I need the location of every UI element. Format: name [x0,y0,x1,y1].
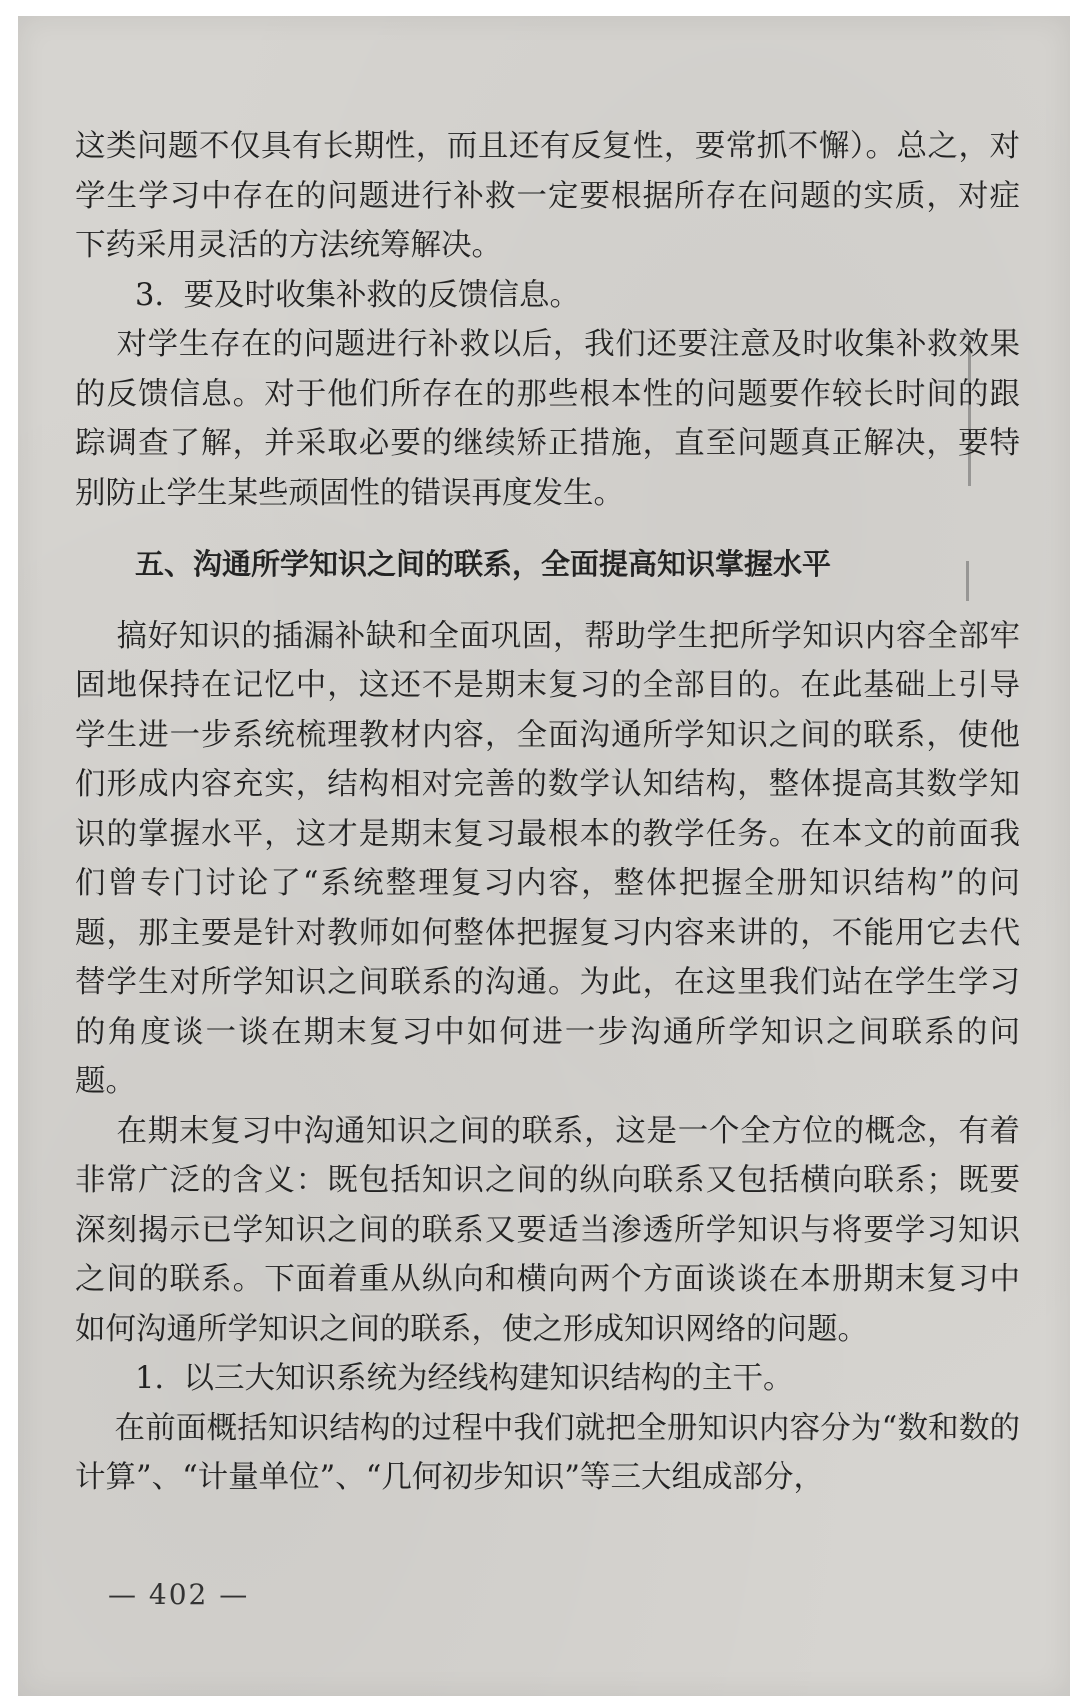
list-item: 3. 要及时收集补救的反馈信息。 [135,277,580,313]
paragraph: 这类问题不仅具有长期性，而且还有反复性，要常抓不懈）。总之，对学生学习中存在的问题进行补救一定要根据所存在问题的实质，对症下药采用灵活的方法统筹解决。 [75,129,1020,263]
list-item: 1. 以三大知识系统为经线构建知识结构的主干。 [135,1361,794,1396]
paragraph: 对学生存在的问题进行补救以后，我们还要注意及时收集补救效果的反馈信息。对于他们所存在的那些根本性的问题要作较长时间的跟踪调查了解，并采取必要的继续矫正措施，直至问题真正解决，要特别防止学生某些顽固性的错误再度发生。 [75,327,1021,511]
paragraph: 搞好知识的插漏补缺和全面巩固，帮助学生把所学知识内容全部牢固地保持在记忆中，这还不是期末复习的全部目的。在此基础上引导学生进一步系统梳理教材内容，全面沟通所学知识之间的联系，使他们形成内容充实，结构相对完善的数学认知结构，整体提高其数学知识的掌握水平，这才是期末复习最根本的教学任务。在本文的前面我们曾专门讨论了“系统整理复习内容，整体把握全册知识结构”的问题，那主要是针对教师如何整体把握复习内容来讲的，不能用它去代替学生对所学知识之间联系的沟通。为此，在这里我们站在学生学习的角度谈一谈在期末复习中如何进一步沟通所学知识之间联系的问题。 [75,618,1021,1099]
body-text [75,122,1020,1503]
page-number: — 402 — [108,1578,250,1611]
paragraph: 在期末复习中沟通知识之间的联系，这是一个全方位的概念，有着非常广泛的含义：既包括知识之间的纵向联系又包括横向联系；既要深刻揭示已学知识之间的联系又要适当渗透所学知识与将要学习知识之间的联系。下面着重从纵向和横向两个方面谈谈在本册期末复习中如何沟通所学知识之间的联系，使之形成知识网络的问题。 [75,1113,1021,1347]
paragraph: 在前面概括知识结构的过程中我们就把全册知识内容分为“数和数的计算”、“计量单位”、“几何初步知识”等三大组成部分， [75,1410,1021,1495]
section-heading: 五、沟通所学知识之间的联系，全面提高知识掌握水平 [135,547,832,581]
